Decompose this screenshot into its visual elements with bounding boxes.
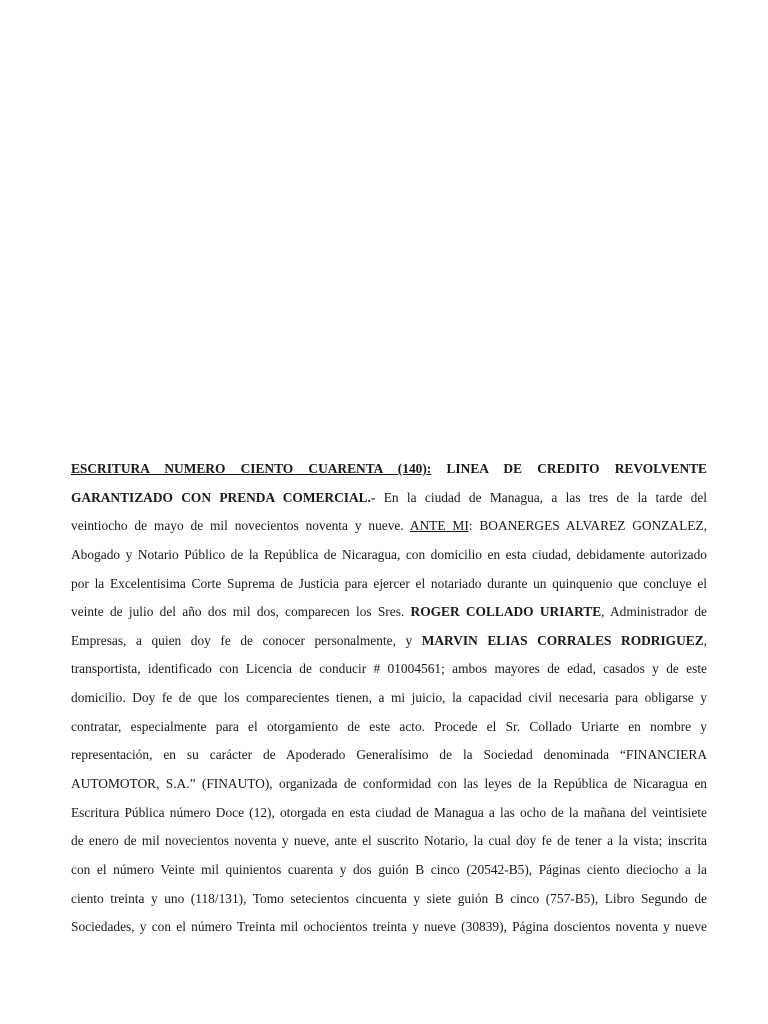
text-line	[71, 455, 707, 484]
text-segment: representación, en su carácter de Apoderado Generalísimo de la Sociedad denominada “FINANCIERA	[71, 747, 707, 763]
text-segment: con el número Veinte mil quinientos cuarenta y dos guión B cinco (20542-B5), Páginas ciento dieciocho a la	[71, 861, 707, 877]
text-segment: domicilio. Doy fe de que los comparecientes tienen, a mi juicio, la capacidad civil necesaria para obligarse y	[71, 690, 707, 706]
deed-body-text	[71, 455, 707, 942]
deed-title-segment: ESCRITURA NUMERO CIENTO CUARENTA (140):	[71, 461, 432, 476]
bold-text-segment: MARVIN ELIAS CORRALES RODRIGUEZ	[421, 632, 704, 648]
text-segment: AUTOMOTOR, S.A.” (FINAUTO), organizada de conformidad con las leyes de la República de Nicaragua en	[71, 776, 707, 792]
text-line	[71, 598, 707, 627]
text-segment: ,	[703, 632, 707, 648]
text-line	[71, 799, 707, 828]
underlined-text-segment: ANTE MI	[409, 518, 469, 534]
text-line	[71, 655, 707, 684]
bold-text-segment: LINEA DE CREDITO REVOLVENTE	[446, 461, 707, 476]
text-line	[71, 885, 707, 914]
bold-text-segment: GARANTIZADO CON PRENDA COMERCIAL.-	[71, 489, 376, 505]
text-segment: ciento treinta y uno (118/131), Tomo setecientos cincuenta y siete guión B cinco (757-B5), Libro Segundo de	[71, 890, 707, 906]
text-segment: veinte de julio del año dos mil dos, comparecen los Sres.	[71, 604, 411, 620]
text-segment	[431, 461, 446, 476]
text-line	[71, 741, 707, 770]
text-line	[71, 684, 707, 713]
text-line	[71, 713, 707, 742]
text-segment: veintiocho de mayo de mil novecientos noventa y nueve.	[71, 518, 410, 534]
text-segment: Abogado y Notario Público de la República de Nicaragua, con domicilio en esta ciudad, debidamente autorizado	[71, 546, 707, 562]
text-line	[71, 827, 707, 856]
text-line	[71, 484, 707, 513]
text-segment: de enero de mil novecientos noventa y nueve, ante el suscrito Notario, la cual doy fe de tener a la vista; inscrita	[71, 833, 707, 849]
text-segment: transportista, identificado con Licencia de conducir # 01004561; ambos mayores de edad, casados y de este	[71, 661, 707, 677]
text-line	[71, 512, 707, 541]
text-line	[71, 570, 707, 599]
text-segment: : BOANERGES ALVAREZ GONZALEZ,	[468, 518, 707, 534]
text-line	[71, 770, 707, 799]
text-line	[71, 913, 707, 942]
text-segment: por la Excelentisima Corte Suprema de Justicia para ejercer el notariado durante un quinquenio que concluye el	[71, 575, 707, 591]
text-segment: Empresas, a quien doy fe de conocer personalmente, y	[71, 632, 422, 648]
text-line	[71, 856, 707, 885]
text-segment: En la ciudad de Managua, a las tres de la tarde del	[375, 489, 707, 505]
text-segment: Sociedades, y con el número Treinta mil ochocientos treinta y nueve (30839), Página doscientos noventa y nueve	[71, 919, 707, 935]
text-segment: , Administrador de	[601, 604, 707, 620]
text-line	[71, 627, 707, 656]
text-segment: Escritura Pública número Doce (12), otorgada en esta ciudad de Managua a las ocho de la mañana del veintisiete	[71, 804, 707, 820]
text-segment: contratar, especialmente para el otorgamiento de este acto. Procede el Sr. Collado Uriarte en nombre y	[71, 718, 707, 734]
bold-text-segment: ROGER COLLADO URIARTE	[410, 604, 602, 620]
text-line	[71, 541, 707, 570]
